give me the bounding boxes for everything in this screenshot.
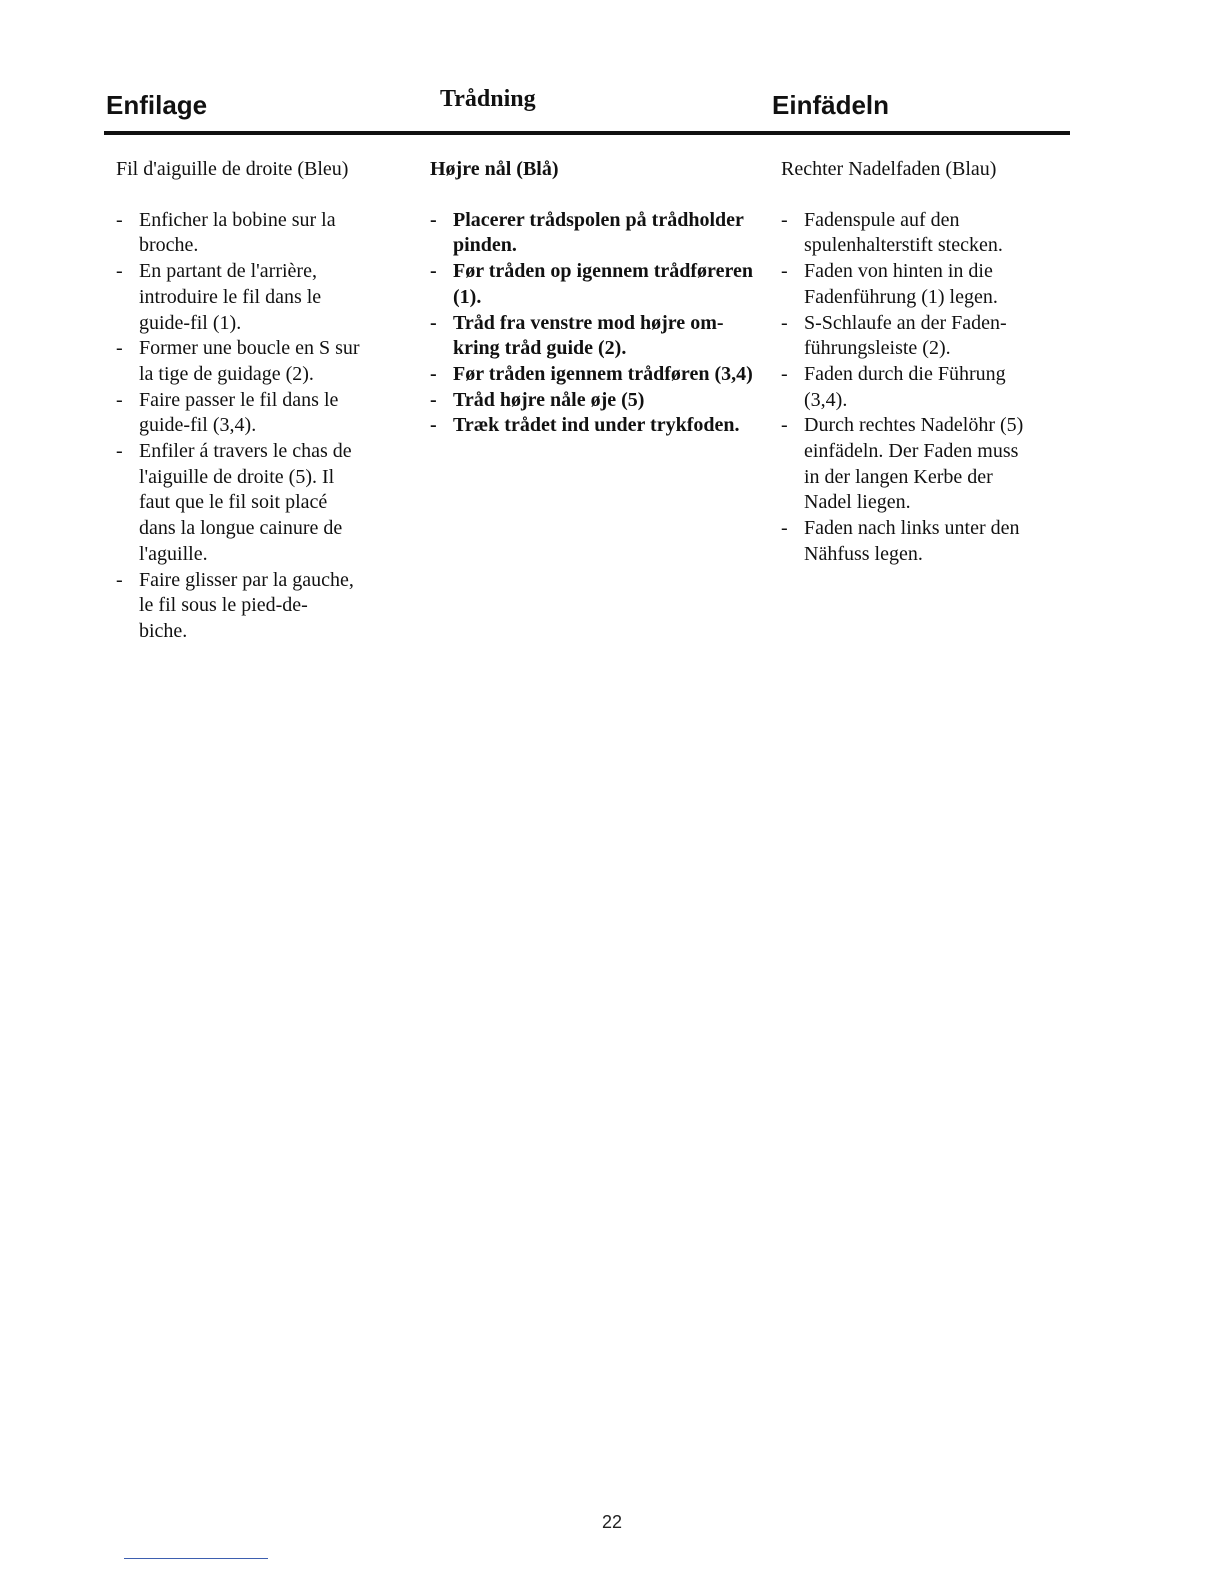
subtitle-danish: Højre nål (Blå) (430, 158, 559, 180)
steps-danish (430, 208, 770, 439)
step-item (781, 208, 1071, 259)
step-text: S-Schlaufe an der Faden- führungsleiste (2). (804, 311, 1007, 360)
heading-french: Enfilage (106, 90, 208, 120)
step-item (116, 388, 406, 439)
step-text: Durch rechtes Nadelöhr (5) einfädeln. Der Faden muss in der langen Kerbe der Nadel liegen. (804, 414, 1024, 514)
step-text: Faden von hinten in die Fadenführung (1) legen. (804, 260, 998, 308)
step-item (116, 568, 406, 645)
step-text: Faden durch die Führung (3,4). (804, 362, 1006, 411)
step-text: Træk trådet ind under trykfoden. (453, 414, 740, 437)
step-item (781, 311, 1071, 362)
step-text: Faden nach links unter den Nähfuss legen. (804, 517, 1020, 565)
step-item (116, 259, 406, 336)
page-number: 22 (601, 1512, 623, 1532)
steps-german (781, 208, 1071, 568)
step-item (430, 259, 770, 310)
column-german (781, 157, 1071, 568)
step-item (781, 516, 1071, 567)
step-text: Tråd fra venstre mod højre om- kring tråd guide (2). (453, 311, 724, 360)
steps-french (116, 208, 406, 645)
step-text: Enfiler á travers le chas de l'aiguille de droite (5). Il faut que le fil soit placé dans la longue cainure de l'aguille. (139, 440, 352, 565)
step-text: Faire passer le fil dans le guide-fil (3,4). (139, 388, 339, 437)
subtitle-german: Rechter Nadelfaden (Blau) (781, 158, 997, 180)
step-item (430, 362, 770, 388)
column-french (116, 157, 406, 645)
step-text: Placerer trådspolen på trådholder pinden. (453, 208, 744, 257)
step-text: Faire glisser par la gauche, le fil sous le pied-de- biche. (139, 568, 354, 642)
footer-line (124, 1558, 268, 1559)
step-item (781, 259, 1071, 310)
subtitle-french: Fil d'aiguille de droite (Bleu) (116, 158, 349, 180)
step-item (430, 388, 770, 414)
step-text: Før tråden igennem trådføren (3,4) (453, 362, 753, 385)
step-item (781, 413, 1071, 516)
step-item (116, 208, 406, 259)
step-item (116, 439, 406, 568)
step-text: Tråd højre nåle øje (5) (453, 388, 645, 411)
step-item (781, 362, 1071, 413)
column-danish (430, 157, 770, 439)
heading-german: Einfädeln (772, 90, 890, 120)
step-item (116, 336, 406, 387)
heading-danish: Trådning (440, 86, 536, 112)
step-item (430, 413, 770, 439)
header-rule (104, 131, 1070, 135)
step-text: Former une boucle en S sur la tige de guidage (2). (139, 337, 360, 385)
step-item (430, 311, 770, 362)
step-text: Før tråden op igennem trådføreren (1). (453, 260, 753, 308)
step-text: Enficher la bobine sur la broche. (139, 208, 336, 257)
step-text: En partant de l'arrière, introduire le fil dans le guide-fil (1). (139, 260, 322, 334)
step-text: Fadenspule auf den spulenhalterstift stecken. (804, 208, 1003, 257)
step-item (430, 208, 770, 259)
